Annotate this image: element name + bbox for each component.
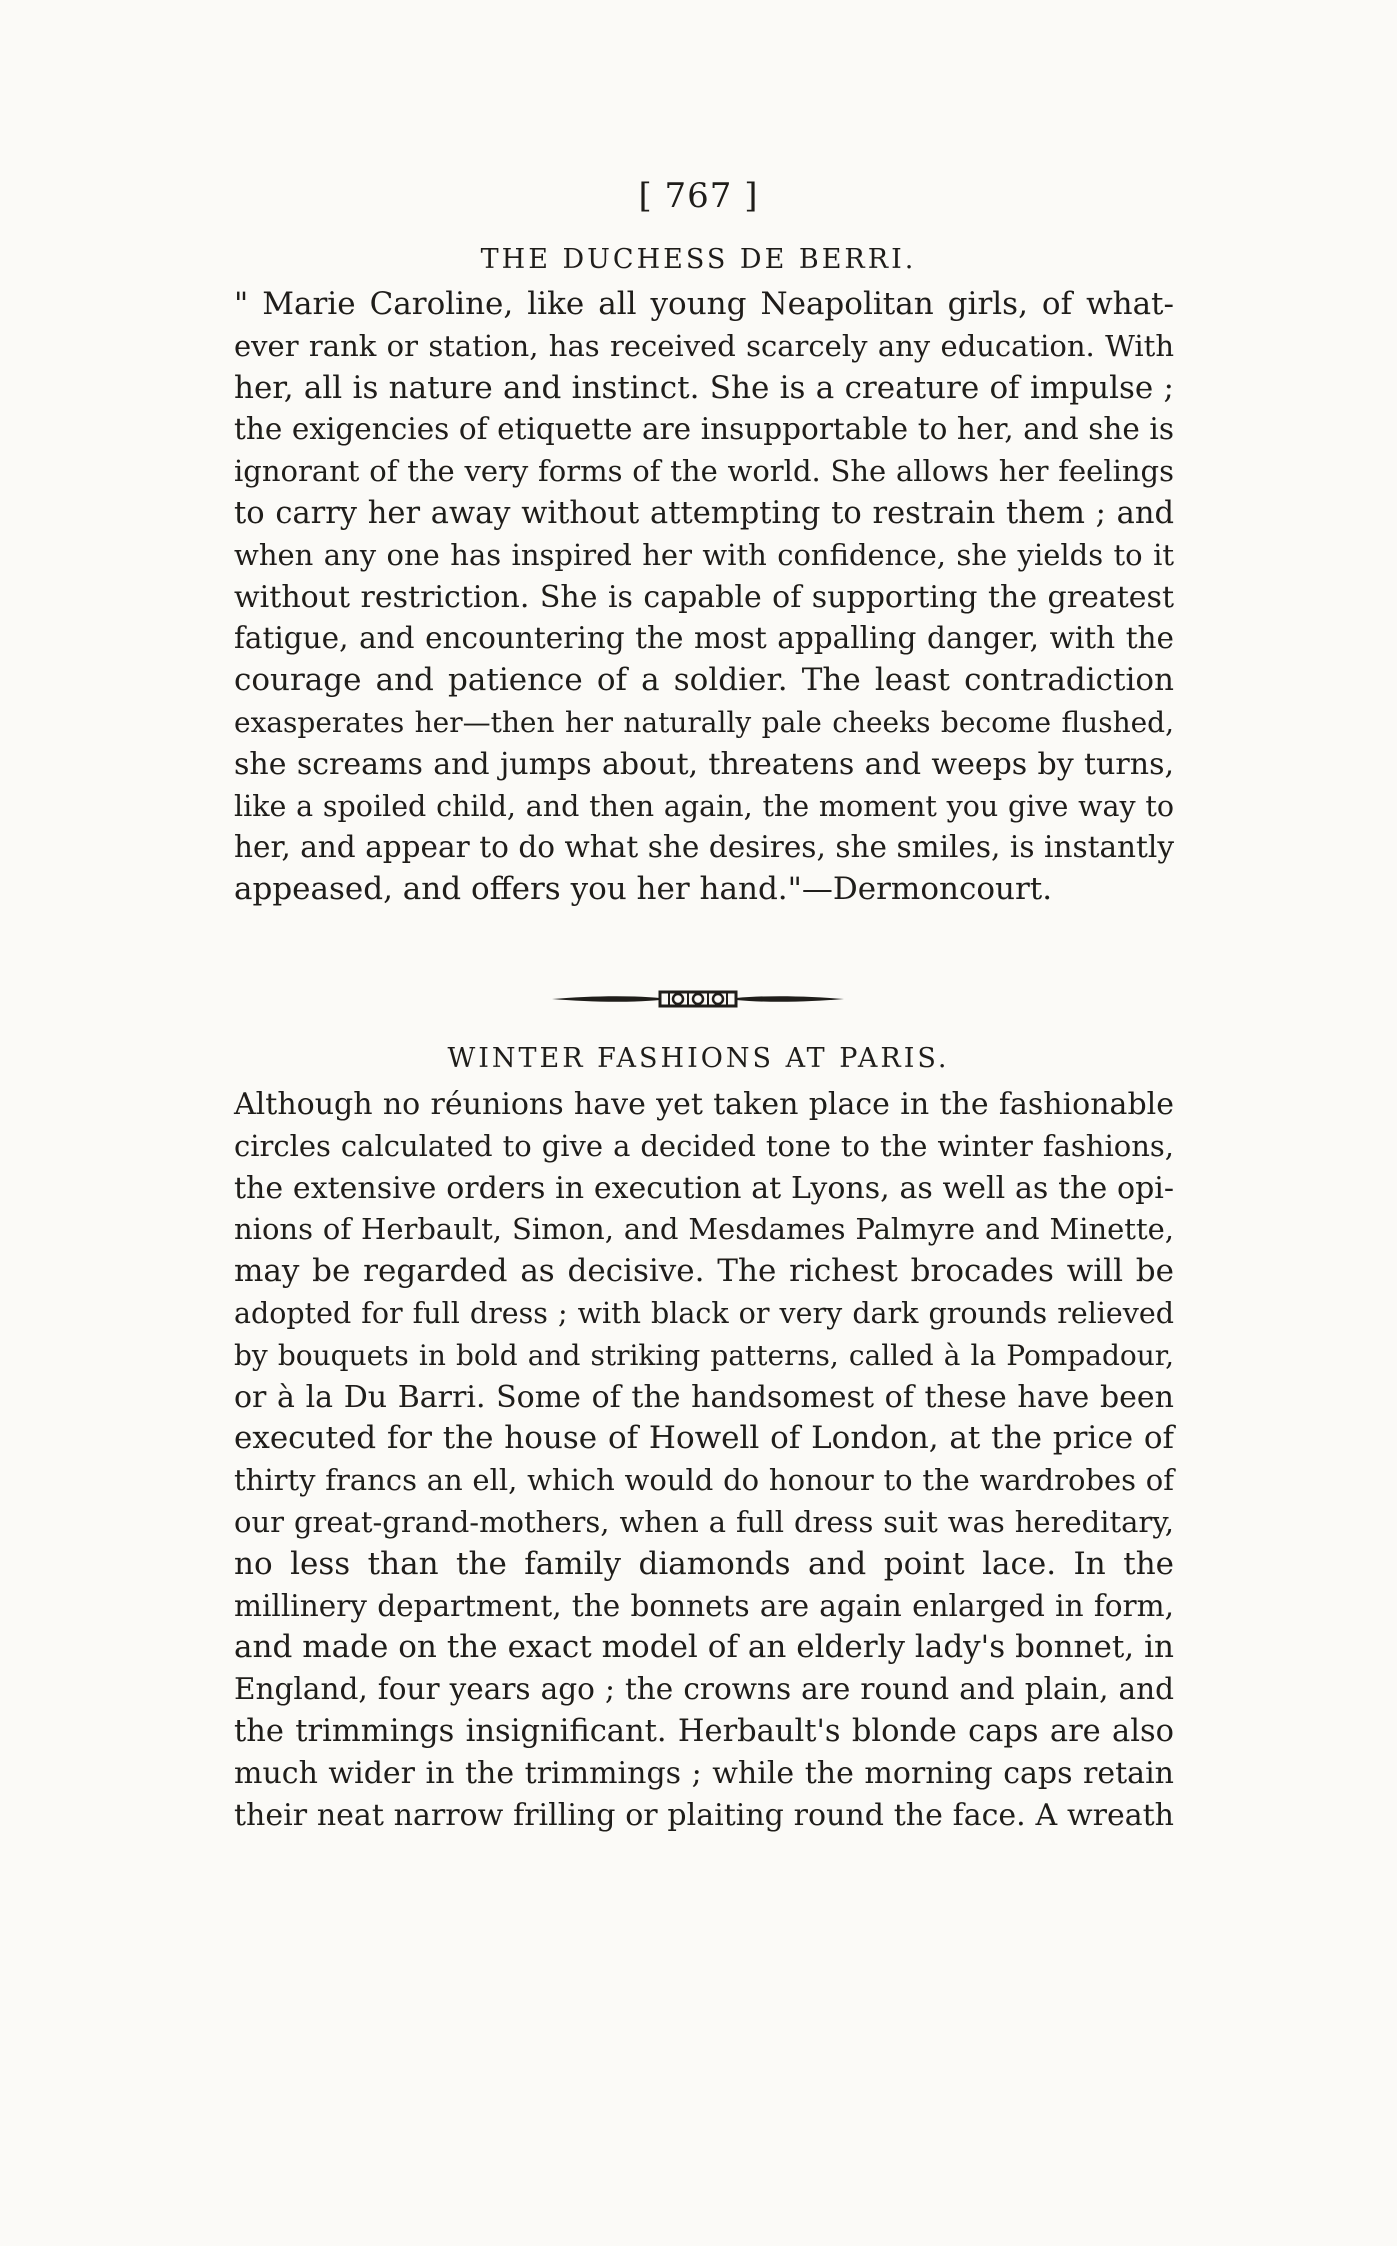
text-line: her, and appear to do what she desires, she smiles, is instantly xyxy=(234,830,1174,865)
text-line: or à la Du Barri. Some of the handsomest of these have been xyxy=(234,1379,1174,1415)
text-line: to carry her away without attempting to restrain them ; and xyxy=(234,495,1174,531)
text-line: fatigue, and encountering the most appalling danger, with the xyxy=(234,621,1174,656)
text-line: circles calculated to give a decided tone to the winter fashions, xyxy=(234,1128,1174,1163)
article-body-winter-fashions xyxy=(234,1084,1174,1836)
article-title-winter-fashions: WINTER FASHIONS AT PARIS. xyxy=(447,1043,950,1074)
text-line: when any one has inspired her with confidence, she yields to it xyxy=(234,537,1174,572)
text-line: " Marie Caroline, like all young Neapolitan girls, of what- xyxy=(234,286,1174,322)
ornament-divider-icon xyxy=(548,986,848,1012)
text-line: by bouquets in bold and striking patterns, called à la Pompadour, xyxy=(234,1338,1174,1372)
text-line: her, all is nature and instinct. She is a creature of impulse ; xyxy=(234,369,1174,406)
text-line: ever rank or station, has received scarcely any education. With xyxy=(234,328,1174,363)
text-line: the exigencies of etiquette are insupportable to her, and she is xyxy=(234,412,1174,447)
text-line: nions of Herbault, Simon, and Mesdames Palmyre and Minette, xyxy=(234,1212,1174,1247)
text-line: thirty francs an ell, which would do honour to the wardrobes of xyxy=(234,1463,1174,1498)
text-line: and made on the exact model of an elderly lady's bonnet, in xyxy=(234,1629,1174,1666)
text-line: millinery department, the bonnets are again enlarged in form, xyxy=(234,1588,1174,1623)
text-line: no less than the family diamonds and point lace. In the xyxy=(234,1545,1174,1582)
text-line: their neat narrow frilling or plaiting round the face. A wreath xyxy=(234,1797,1174,1833)
text-line: our great-grand-mothers, when a full dress suit was hereditary, xyxy=(234,1504,1174,1539)
page-number: [ 767 ] xyxy=(638,176,759,216)
article-body-duchess-de-berri xyxy=(234,284,1174,911)
text-line: without restriction. She is capable of supporting the greatest xyxy=(234,579,1174,615)
text-line: Although no réunions have yet taken place in the fashionable xyxy=(234,1087,1174,1122)
text-line: the extensive orders in execution at Lyons, as well as the opi- xyxy=(234,1170,1174,1206)
text-line: may be regarded as decisive. The richest brocades will be xyxy=(234,1253,1174,1290)
text-line: exasperates her—then her naturally pale cheeks become flushed, xyxy=(234,705,1174,739)
text-line: like a spoiled child, and then again, the moment you give way to xyxy=(234,789,1174,823)
text-line: executed for the house of Howell of London, at the price of xyxy=(234,1420,1174,1457)
text-line: appeased, and offers you her hand."—Dermoncourt. xyxy=(234,871,1053,908)
text-line: courage and patience of a soldier. The least contradiction xyxy=(234,662,1174,699)
text-line: adopted for full dress ; with black or very dark grounds relieved xyxy=(234,1296,1174,1330)
text-line: she screams and jumps about, threatens and weeps by turns, xyxy=(234,746,1174,782)
text-line: ignorant of the very forms of the world. She allows her feelings xyxy=(234,454,1174,489)
text-line: much wider in the trimmings ; while the morning caps retain xyxy=(234,1755,1174,1791)
text-line: England, four years ago ; the crowns are round and plain, and xyxy=(234,1672,1174,1707)
text-line: the trimmings insignificant. Herbault's blonde caps are also xyxy=(234,1713,1174,1749)
article-title-duchess-de-berri: THE DUCHESS DE BERRI. xyxy=(480,244,917,275)
